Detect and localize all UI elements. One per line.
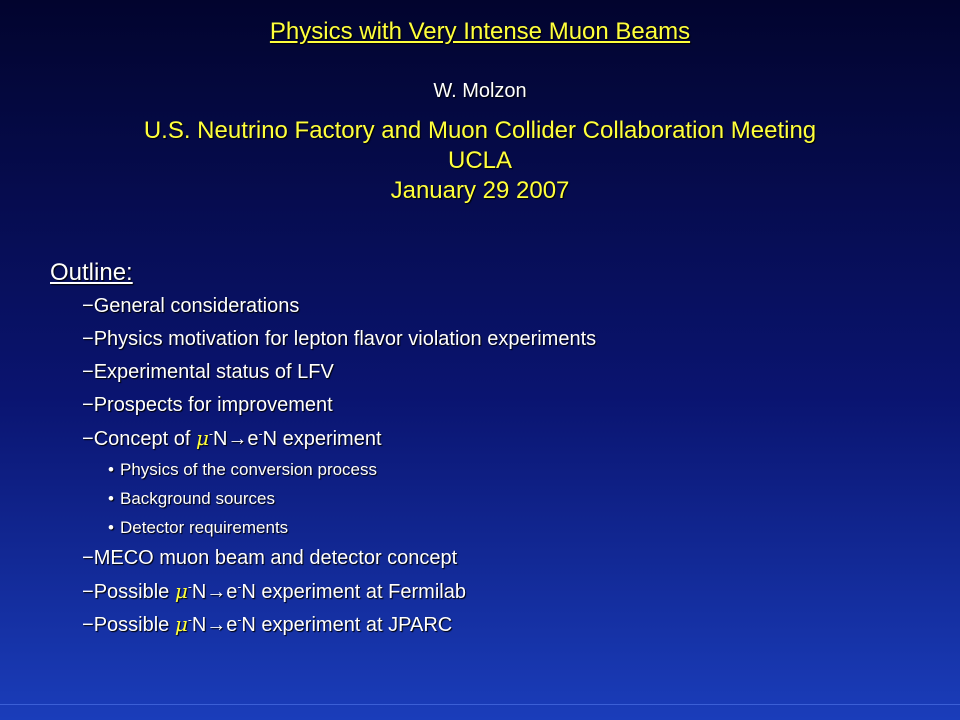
sub-item-background (82, 484, 942, 513)
outline-heading: Outline: (50, 259, 133, 286)
mu-symbol: μ (174, 579, 188, 603)
outline-item-meco (82, 542, 942, 575)
sub-item-detector (82, 513, 942, 542)
outline-item-label: Experimental status of LFV (93, 361, 334, 383)
minus-superscript: - (208, 426, 213, 441)
outline-item-label: MECO muon beam and detector concept (93, 547, 458, 569)
outline-item-fermilab (82, 575, 942, 608)
minus-superscript: - (237, 579, 242, 594)
sub-item-label: Detector requirements (120, 518, 289, 537)
minus-superscript: - (187, 612, 192, 627)
slide-title: Physics with Very Intense Muon Beams (269, 18, 691, 45)
outline-item-label: experiment (277, 428, 382, 450)
bullet-marker: • (108, 460, 114, 479)
outline-item-jparc (82, 608, 942, 641)
dash-marker: − (82, 428, 94, 450)
outline-list (82, 290, 942, 641)
outline-item-label: Physics motivation for lepton flavor violation experiments (93, 328, 597, 350)
dash-marker: − (82, 614, 94, 636)
meeting-info (0, 116, 960, 206)
outline-item-concept (82, 422, 942, 455)
reaction-text: N→e (212, 428, 259, 450)
reaction-text: N (262, 428, 278, 450)
sub-item-label: Background sources (120, 489, 275, 508)
outline-item-label: General considerations (93, 295, 300, 317)
dash-marker: − (82, 394, 94, 416)
minus-superscript: - (237, 612, 242, 627)
sub-item-label: Physics of the conversion process (120, 460, 378, 479)
reaction-text: N→e (191, 581, 238, 603)
dash-marker: − (82, 581, 94, 603)
reaction-text: N (241, 614, 256, 636)
outline-item-physics-motivation (82, 323, 942, 356)
dash-marker: − (82, 295, 94, 317)
outline-item-general (82, 290, 942, 323)
sub-item-conversion (82, 455, 942, 484)
bullet-marker: • (108, 518, 114, 537)
mu-symbol: μ (174, 612, 188, 636)
mu-symbol: μ (195, 426, 209, 450)
dash-marker: − (82, 328, 94, 350)
outline-item-prospects (82, 389, 942, 422)
outline-item-label: Possible (93, 581, 175, 603)
outline-item-experimental-status (82, 356, 942, 389)
author-name: W. Molzon (433, 80, 527, 102)
outline-item-label: Possible (93, 614, 175, 636)
footer-divider (0, 704, 960, 705)
reaction-text: N (241, 581, 256, 603)
meeting-name: U.S. Neutrino Factory and Muon Collider Collaboration Meeting (143, 117, 817, 144)
dash-marker: − (82, 547, 94, 569)
minus-superscript: - (258, 426, 263, 441)
outline-item-label: experiment at Fermilab (255, 581, 466, 603)
reaction-text: N→e (191, 614, 238, 636)
outline-item-label: experiment at JPARC (255, 614, 453, 636)
outline-item-label: Prospects for improvement (93, 394, 333, 416)
meeting-date: January 29 2007 (390, 177, 570, 204)
outline-item-label: Concept of (93, 428, 196, 450)
dash-marker: − (82, 361, 94, 383)
minus-superscript: - (187, 579, 192, 594)
bullet-marker: • (108, 489, 114, 508)
meeting-location: UCLA (447, 147, 513, 174)
